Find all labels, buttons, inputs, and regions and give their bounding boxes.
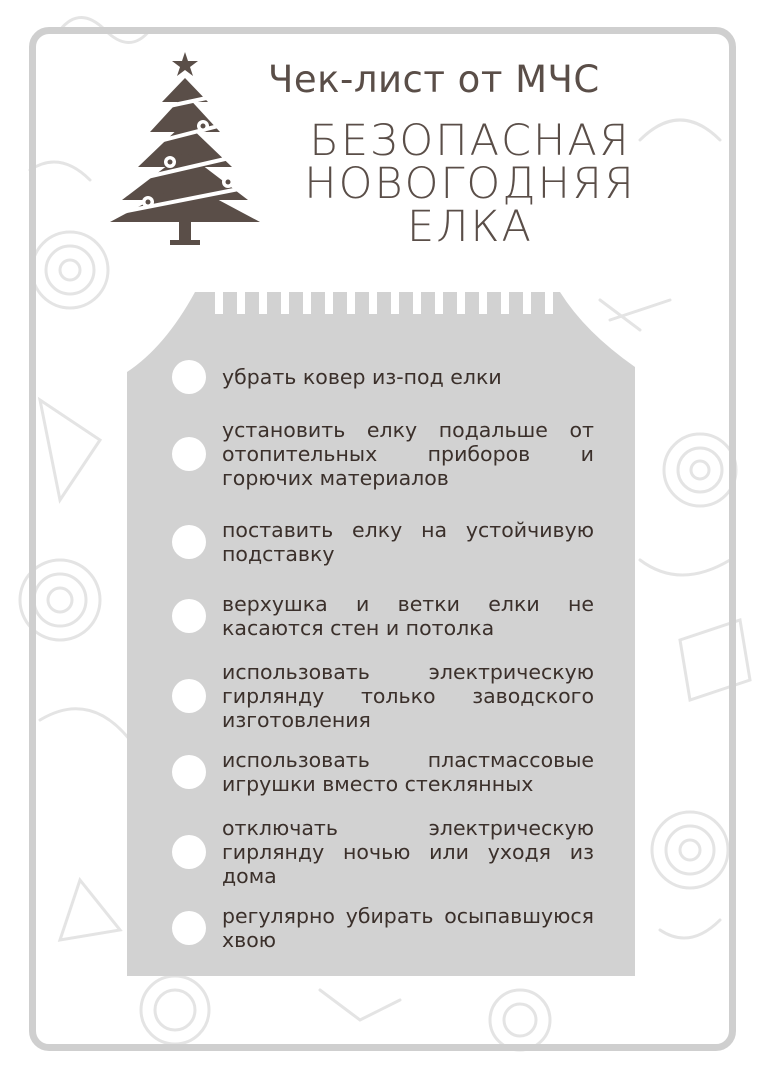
safety-checklist xyxy=(172,362,594,952)
checklist-item xyxy=(172,592,594,640)
page-title xyxy=(270,116,670,252)
checkbox-circle-icon[interactable] xyxy=(172,525,206,559)
checklist-item-text: убрать ковер из-под елки xyxy=(222,365,502,389)
checklist-item xyxy=(172,518,594,566)
checklist-item-text: поставить елку на устойчивую подставку xyxy=(222,518,594,566)
checkbox-circle-icon[interactable] xyxy=(172,360,206,394)
checklist-item xyxy=(172,362,594,392)
checkbox-circle-icon[interactable] xyxy=(172,599,206,633)
title-line-2: НОВОГОДНЯЯ xyxy=(304,159,636,209)
checklist-item-text: верхушка и ветки елки не касаются стен и потолка xyxy=(222,592,594,640)
checklist-item-text: установить елку подальше от отопительных приборов и горючих материалов xyxy=(222,418,594,490)
checklist-item xyxy=(172,748,594,796)
checklist-item xyxy=(172,660,594,732)
checkbox-circle-icon[interactable] xyxy=(172,911,206,945)
checkbox-circle-icon[interactable] xyxy=(172,437,206,471)
title-line-1: БЕЗОПАСНАЯ xyxy=(309,116,631,166)
checklist-item xyxy=(172,904,594,952)
checklist-item-text: регулярно убирать осыпавшуюся хвою xyxy=(222,904,594,952)
christmas-tree-icon xyxy=(108,52,268,257)
checkbox-circle-icon[interactable] xyxy=(172,679,206,713)
title-line-3: ЕЛКА xyxy=(407,202,533,252)
star-icon xyxy=(172,52,198,76)
checklist-item-text: использовать пластмассовые игрушки вместо стеклянных xyxy=(222,748,594,796)
checkbox-circle-icon[interactable] xyxy=(172,755,206,789)
checklist-item-text: использовать электрическую гирлянду только заводского изготовления xyxy=(222,660,594,732)
checklist-source-subtitle: Чек-лист от МЧС xyxy=(268,58,600,101)
checklist-item-text: отключать электрическую гирлянду ночью или уходя из дома xyxy=(222,816,594,888)
checklist-item xyxy=(172,816,594,888)
checklist-item xyxy=(172,418,594,490)
checkbox-circle-icon[interactable] xyxy=(172,835,206,869)
